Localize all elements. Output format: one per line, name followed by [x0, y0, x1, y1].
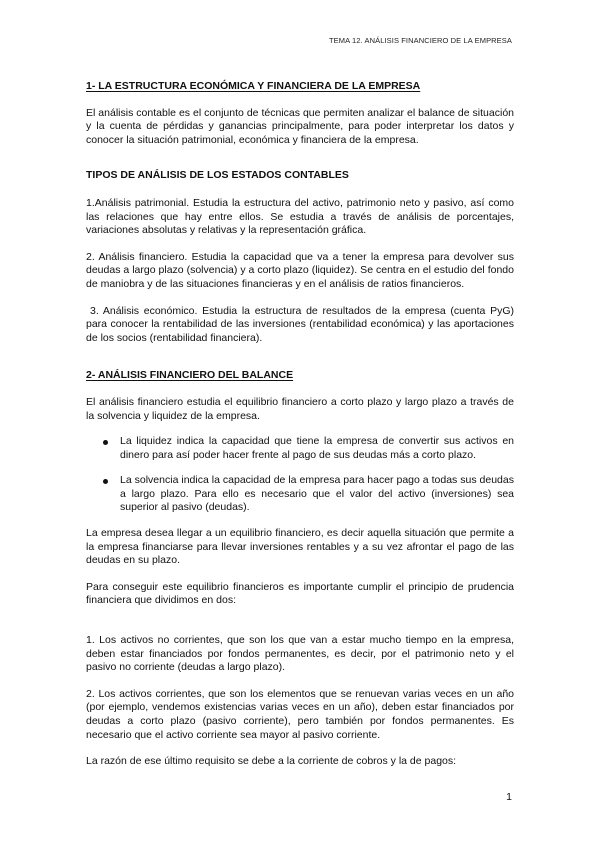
list-item-liquidez: [86, 435, 514, 462]
tipos-title: TIPOS DE ANÁLISIS DE LOS ESTADOS CONTABLES: [86, 169, 349, 182]
document-body: [86, 80, 514, 769]
running-header: TEMA 12. ANÁLISIS FINANCIERO DE LA EMPRESA: [328, 36, 512, 45]
list-item-text: La liquidez indica la capacidad que tiene la empresa de convertir sus activos en dinero para así poder hacer frente al pago de sus deudas más a corto plazo.: [120, 435, 514, 461]
tipos-item-financiero: 2. Análisis financiero. Estudia la capacidad que va a tener la empresa para devolver sus deudas a largo plazo (solvencia) y a corto plazo (liquidez). Se centra en el estudio del fondo de maniobra y de las situaciones financieras y en el análisis de ratios financieros.: [86, 250, 514, 290]
list-item-text: La solvencia indica la capacidad de la empresa para hacer pago a todas sus deudas a largo plazo. Para ello es necesario que el valor del activo (inversiones) sea superior al pasivo (deudas).: [120, 474, 514, 514]
paragraph-activos-no-corrientes: 1. Los activos no corrientes, que son los que van a estar mucho tiempo en la empresa, deben estar financiados por fondos permanentes, es decir, por el patrimonio neto y el pasivo no corriente (deudas a largo plazo).: [86, 634, 514, 674]
bullet-list: [86, 435, 514, 515]
tipos-item-patrimonial: 1.Análisis patrimonial. Estudia la estructura del activo, patrimonio neto y pasivo, así como las relaciones que hay entre ellos. Se estudia a través de análisis de porcentajes, variaciones absolutas y relativas y la representación gráfica.: [86, 196, 514, 237]
list-item-solvencia: [86, 474, 514, 515]
section-1-intro: El análisis contable es el conjunto de técnicas que permiten analizar el balance de situación y la cuenta de pérdidas y ganancias principalmente, para poder interpretar los datos y conocer la situación patrimonial, económica y financiera de la empresa.: [86, 106, 514, 146]
paragraph-equilibrio: La empresa desea llegar a un equilibrio financiero, es decir aquella situación que permite a la empresa financiarse para llevar inversiones rentables y a su vez afrontar el pago de las deudas en su plazo.: [86, 527, 514, 567]
section-1-title: 1- LA ESTRUCTURA ECONÓMICA Y FINANCIERA DE LA EMPRESA: [86, 80, 421, 92]
section-2-title: 2- ANÁLISIS FINANCIERO DEL BALANCE: [86, 369, 294, 382]
section-2-intro: El análisis financiero estudia el equilibrio financiero a corto plazo y largo plazo a través de la solvencia y liquidez de la empresa.: [86, 395, 514, 422]
paragraph-prudencia: Para conseguir este equilibrio financieros es importante cumplir el principio de prudencia financiera que dividimos en dos:: [86, 580, 514, 607]
bullet-icon: [103, 479, 108, 484]
paragraph-activos-corrientes: 2. Los activos corrientes, que son los elementos que se renuevan varias veces en un año (por ejemplo, vendemos existencias varias veces en un año), deben estar financiados por deudas a corto plazo (pasivo corriente), pero también por fondos permanentes. Es necesario que el activo corriente sea mayor al pasivo corriente.: [86, 687, 514, 741]
page-number: 1: [506, 791, 512, 803]
paragraph-razon: La razón de ese último requisito se debe a la corriente de cobros y la de pagos:: [86, 755, 457, 768]
bullet-icon: [103, 440, 108, 445]
tipos-item-economico: 3. Análisis económico. Estudia la estructura de resultados de la empresa (cuenta PyG) para conocer la rentabilidad de las inversiones (rentabilidad económica) y las aportaciones de los socios (rentabilidad financiera).: [86, 304, 514, 344]
